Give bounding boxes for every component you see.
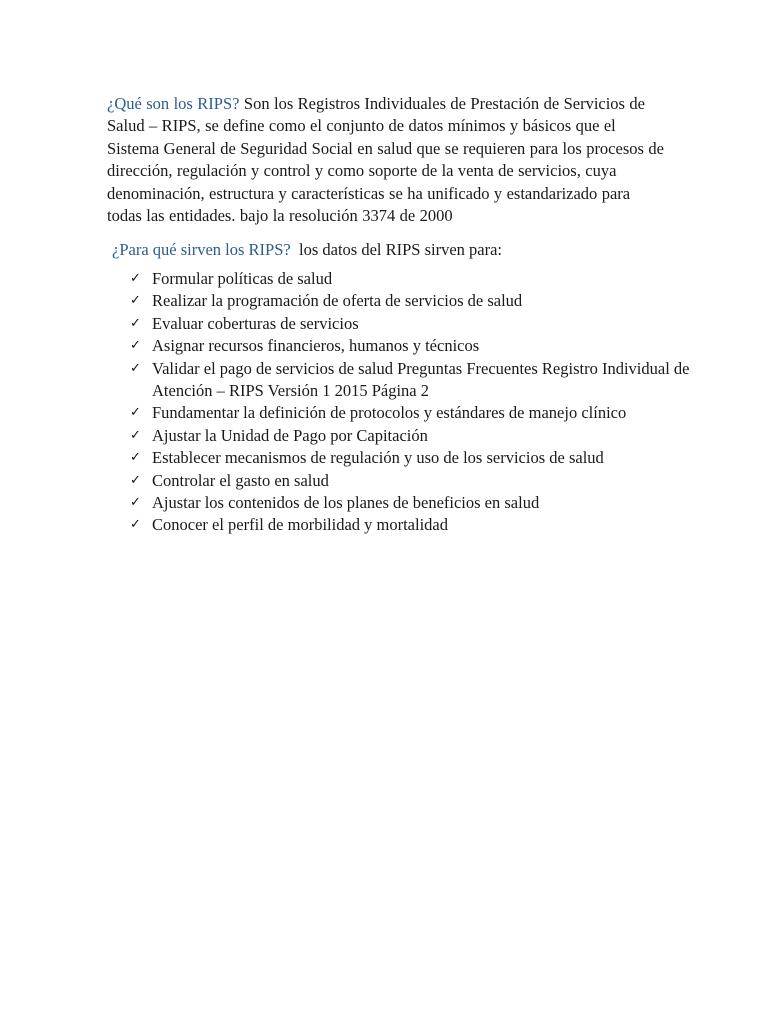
checkmark-icon: ✓: [130, 517, 141, 533]
list-item: [130, 402, 690, 424]
list-item-text: Conocer el perfil de morbilidad y mortalidad: [152, 515, 448, 535]
checkmark-icon: ✓: [130, 271, 141, 286]
list-item: [130, 313, 690, 335]
list-item-text: Evaluar coberturas de servicios: [152, 313, 359, 333]
list-item: [130, 290, 690, 312]
list-item-text: Realizar la programación de oferta de servicios de salud: [152, 291, 523, 311]
list-item: [130, 335, 690, 357]
checkmark-icon: ✓: [130, 495, 141, 511]
checkmark-icon: ✓: [130, 450, 141, 466]
list-item-text: Controlar el gasto en salud: [152, 470, 329, 490]
intro-paragraph: [107, 93, 667, 227]
list-item: [130, 447, 690, 469]
intro-question: ¿Qué son los RIPS?: [107, 94, 240, 113]
purpose-paragraph: [112, 239, 672, 261]
list-item-text: Asignar recursos financieros, humanos y técnicos: [152, 336, 480, 356]
list-item: [130, 470, 690, 492]
list-item-text: Ajustar los contenidos de los planes de beneficios en salud: [152, 493, 540, 513]
checkmark-icon: ✓: [130, 405, 141, 421]
list-item-text: Fundamentar la definición de protocolos y estándares de manejo clínico: [152, 403, 627, 423]
purpose-text: los datos del RIPS sirven para:: [298, 240, 503, 259]
checkmark-icon: ✓: [130, 315, 141, 331]
list-item: [130, 268, 690, 290]
list-item-text: Ajustar la Unidad de Pago por Capitación: [152, 425, 428, 445]
checkmark-icon: ✓: [130, 360, 141, 376]
list-item-text: Formular políticas de salud: [152, 269, 333, 288]
checkmark-icon: ✓: [130, 338, 141, 354]
checkmark-icon: ✓: [130, 472, 141, 488]
purpose-question: ¿Para qué sirven los RIPS?: [112, 240, 291, 259]
list-item: [130, 358, 690, 403]
list-item-text: Establecer mecanismos de regulación y uso de los servicios de salud: [152, 448, 604, 468]
list-item: [130, 425, 690, 447]
list-item: [130, 514, 690, 536]
list-item-text: Validar el pago de servicios de salud Preguntas Frecuentes Registro Individual de Atención – RIPS Versión 1 2015 Página 2: [152, 358, 690, 401]
list-item: [130, 492, 690, 514]
checkmark-icon: ✓: [130, 427, 141, 443]
checkmark-icon: ✓: [130, 293, 141, 309]
intro-text: Son los Registros Individuales de Prestación de Servicios de Salud – RIPS, se define como el conjunto de datos mínimos y básicos que el Sistema General de Seguridad Social en salud que se requieren para los procesos de dirección, regulación y control y como soporte de la venta de servicios, cuya denominación, estructura y características se ha unificado y estandarizado para todas las entidades. bajo la resolución 3374 de 2000: [107, 94, 664, 226]
purpose-checklist: [130, 268, 690, 537]
